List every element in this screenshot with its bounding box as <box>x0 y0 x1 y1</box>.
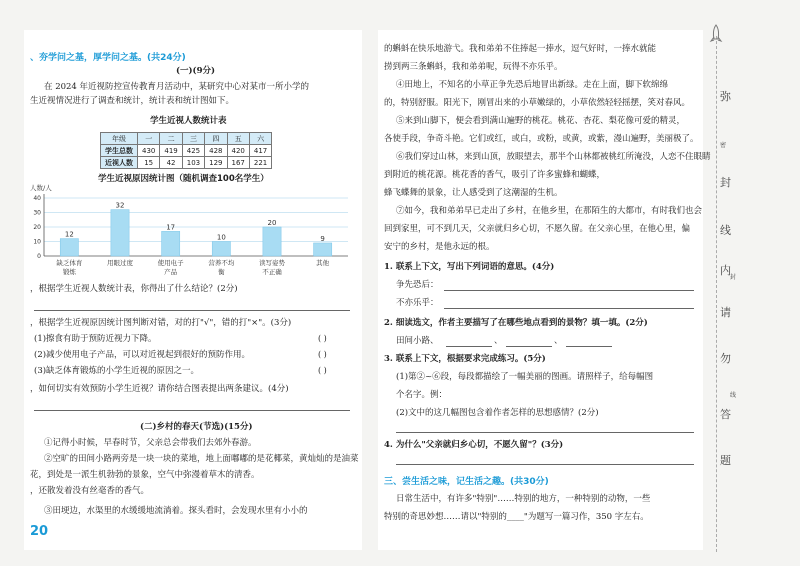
table-header-cell: 一 <box>138 133 160 145</box>
rq2-sep: 、 <box>554 336 563 346</box>
bar <box>60 239 78 256</box>
x-tick-label: 衡 <box>218 268 225 276</box>
table-header-cell: 六 <box>249 133 271 145</box>
x-tick-label: 营养不均 <box>208 259 235 267</box>
x-tick-label: 使用电子 <box>157 259 184 267</box>
answer-line <box>444 290 694 291</box>
y-tick-label: 40 <box>33 195 41 202</box>
answer-line <box>396 464 694 465</box>
table-cell: 学生总数 <box>101 145 138 157</box>
section-3-title: 三、尝生活之味，记生活之趣。(共30分) <box>384 477 549 487</box>
passage-p1: ①记得小时候，早春时节，父亲总会带我们去郊外春游。 <box>44 438 257 448</box>
question-3: ，如何切实有效预防小学生近视？请你结合图表提出两条建议。(4分) <box>30 384 289 394</box>
question-1: ，根据学生近视人数统计表，你得出了什么结论？(2分) <box>30 284 238 294</box>
passage-line: 安宁的乡村，是他永远的根。 <box>384 242 495 252</box>
passage-line: 的蝌蚪在快乐地游弋。我和弟弟不住捧起一捧水，逗气好时，一捧水就能 <box>384 44 657 54</box>
subsection-1-title: (一)(9分) <box>176 66 216 76</box>
seal-word: 勿 <box>720 352 731 365</box>
seal-word: 内 <box>720 264 731 277</box>
passage-line: ④田地上，不知名的小草正争先恐后地冒出新绿。走在上面，脚下软绵绵 <box>396 80 669 90</box>
table-header-cell: 年级 <box>101 133 138 145</box>
answer-line <box>34 410 350 411</box>
intro-line-2: 生近视情况进行了调查和统计，统计表和统计图如下。 <box>30 96 235 106</box>
rocket-icon <box>709 24 723 44</box>
section-1-title: 、夯学问之基，厚学问之基。(共24分) <box>30 53 186 63</box>
table-cell: 103 <box>182 157 204 169</box>
seal-small-word: 封 <box>730 274 737 281</box>
answer-line <box>444 308 694 309</box>
rq3-item-1: (1)第②~⑥段，每段都描绘了一幅美丽的图画。请照样子，给每幅图 <box>396 372 654 382</box>
y-tick-label: 20 <box>33 224 41 231</box>
x-tick-label: 读写姿势 <box>259 259 285 267</box>
bar-value-label: 12 <box>64 230 74 239</box>
passage-line: 捞到两三条蝌蚪，我和弟弟呢，玩得不亦乐乎。 <box>384 62 563 72</box>
y-tick-label: 0 <box>37 253 41 260</box>
table-cell: 129 <box>205 157 227 169</box>
passage-line: 到附近的桃花源。桃花香的香气，吸引了许多蜜蜂和蝴蝶， <box>384 170 606 180</box>
answer-blank[interactable] <box>566 346 612 347</box>
x-tick-label: 锻炼 <box>62 268 76 276</box>
passage-line: 的，特别舒服。阳光下，刚冒出来的小草嫩绿的，小草依然轻轻摇摆，笑对春风。 <box>384 98 691 108</box>
table-cell: 425 <box>182 145 204 157</box>
table-title: 学生近视人数统计表 <box>150 116 227 126</box>
chart-title: 学生近视原因统计图（随机调查100名学生） <box>98 174 269 184</box>
table-cell: 15 <box>138 157 160 169</box>
bar <box>111 210 129 256</box>
passage-p2a: ②空旷的田间小路两旁是一块一块的菜地，地上面嘟嘟的是花椰菜，黄灿灿的是油菜 <box>44 454 359 464</box>
subsection-2-title: (二)乡村的春天(节选)(15分) <box>140 422 253 432</box>
right-question-2: 2. 细读选文，作者主要描写了在哪些地点看到的景物？填一填。(2分) <box>384 318 648 328</box>
table-cell: 417 <box>249 145 271 157</box>
bar <box>263 227 281 256</box>
table-cell: 42 <box>160 157 182 169</box>
myopia-table <box>100 132 272 169</box>
x-tick-label: 其他 <box>316 259 330 267</box>
table-cell: 430 <box>138 145 160 157</box>
rq1-item-b: 不亦乐乎： <box>396 298 439 308</box>
table-cell: 428 <box>205 145 227 157</box>
seal-word: 答 <box>720 408 731 421</box>
table-cell: 419 <box>160 145 182 157</box>
seal-small-word: 线 <box>730 392 737 399</box>
y-tick-label: 30 <box>33 209 41 217</box>
y-axis-label: 人数/人 <box>30 184 52 192</box>
answer-paren[interactable]: ( ) <box>318 334 327 343</box>
bar <box>212 242 230 257</box>
passage-line: 蜂飞蝶舞的景象，让人感受到了这潮湿的生机。 <box>384 188 563 198</box>
right-question-4: 4. 为什么"父亲就归乡心切，不愿久留"？(3分) <box>384 440 564 450</box>
q2-item-3: (3)缺乏体育锻炼的小学生近视的原因之一。 <box>34 366 200 376</box>
seal-word: 请 <box>720 306 731 319</box>
y-tick-label: 10 <box>33 238 41 246</box>
seal-word: 题 <box>720 454 731 467</box>
seal-line-margin <box>706 0 800 566</box>
x-tick-label: 用眼过度 <box>107 259 133 267</box>
intro-line-1: 在 2024 年近视防控宣传教育月活动中，某研究中心对某市一所小学的 <box>44 82 310 92</box>
bar-value-label: 20 <box>267 219 277 227</box>
answer-line <box>34 310 350 311</box>
answer-paren[interactable]: ( ) <box>318 366 327 375</box>
table-row <box>101 145 272 157</box>
passage-line: ⑥我们穿过山林，来到山顶，放眼望去，那半个山林都被桃红所淹没，人恋不住眼睛 <box>396 152 711 162</box>
seal-word: 封 <box>720 176 731 189</box>
seal-dashed-line <box>716 36 717 552</box>
passage-line: ⑦如今，我和弟弟早已走出了乡村，在他乡里，在那陌生的大都市，有时我们也会 <box>396 206 703 216</box>
table-header-cell: 五 <box>227 133 249 145</box>
bar-value-label: 10 <box>216 233 226 242</box>
question-2: ，根据学生近视原因统计图判断对错，对的打"√"，错的打"×"。(3分) <box>30 318 292 328</box>
passage-line: 各使手段，争奇斗艳。它们或红，或白，或粉，或黄，或紫，漫山遍野，美丽极了。 <box>384 134 699 144</box>
bar-value-label: 9 <box>320 234 325 243</box>
rq1-item-a: 争先恐后： <box>396 280 439 290</box>
passage-line: ⑤来到山脚下，便会看到满山遍野的桃花。桃花、杏花、梨花像可爱的精灵， <box>396 116 686 126</box>
rq3-item-2: (2)文中的这几幅图包含着作者怎样的思想感情？(2分) <box>396 408 599 418</box>
seal-word: 弥 <box>720 90 731 103</box>
answer-paren[interactable]: ( ) <box>318 350 327 359</box>
seal-word: 线 <box>720 224 731 237</box>
table-cell: 167 <box>227 157 249 169</box>
table-header-cell: 四 <box>205 133 227 145</box>
myopia-reason-chart <box>30 184 352 280</box>
bar-value-label: 32 <box>115 201 125 210</box>
rq2-sep: 、 <box>494 336 503 346</box>
right-question-3: 3. 联系上下文，根据要求完成练习。(5分) <box>384 354 546 364</box>
rq2-start: 田间小路、 <box>396 336 439 346</box>
essay-prompt-2: 特别的奇思妙想……请以"特别的____"为题写一篇习作，350 字左右。 <box>384 512 649 522</box>
table-cell: 近视人数 <box>101 157 138 169</box>
seal-small-word: 密 <box>720 142 727 149</box>
table-header-cell: 三 <box>182 133 204 145</box>
essay-prompt-1: 日常生活中，有许多"特别"……特别的地方，一种特别的动物，一些 <box>396 494 651 504</box>
x-tick-label: 不正确 <box>262 268 282 276</box>
passage-p2c: ，还散发着没有丝毫香的香气。 <box>30 486 150 496</box>
x-tick-label: 缺乏体育 <box>56 259 83 267</box>
table-row <box>101 157 272 169</box>
table-cell: 420 <box>227 145 249 157</box>
table-cell: 221 <box>249 157 271 169</box>
bar <box>314 243 332 256</box>
answer-blank[interactable] <box>506 346 552 347</box>
rq3-example: 个名字。例： <box>396 390 448 400</box>
right-question-1: 1. 联系上下文，写出下列词语的意思。(4分) <box>384 262 555 272</box>
passage-line: 回到家里，可不到几天，父亲就归乡心切，不愿久留。在父亲心里，在他心里，偏 <box>384 224 691 234</box>
passage-p3: ③田埂边，水渠里的水缓缓地流淌着。探头看时，会发现水里有小小的 <box>44 506 308 516</box>
table-header-cell: 二 <box>160 133 182 145</box>
bar <box>162 231 180 256</box>
answer-blank[interactable] <box>446 346 492 347</box>
bar-value-label: 17 <box>166 223 176 232</box>
answer-line <box>396 432 694 433</box>
table-header-row <box>101 133 272 145</box>
passage-p2b: 花，到处是一派生机勃勃的景象，空气中弥漫着草木的清香。 <box>30 470 260 480</box>
page-number: 20 <box>30 524 49 539</box>
x-tick-label: 产品 <box>164 268 178 276</box>
q2-item-2: (2)减少使用电子产品，可以对近视起到很好的预防作用。 <box>34 350 251 360</box>
q2-item-1: (1)擦食有助于预防近视力下降。 <box>34 334 157 344</box>
